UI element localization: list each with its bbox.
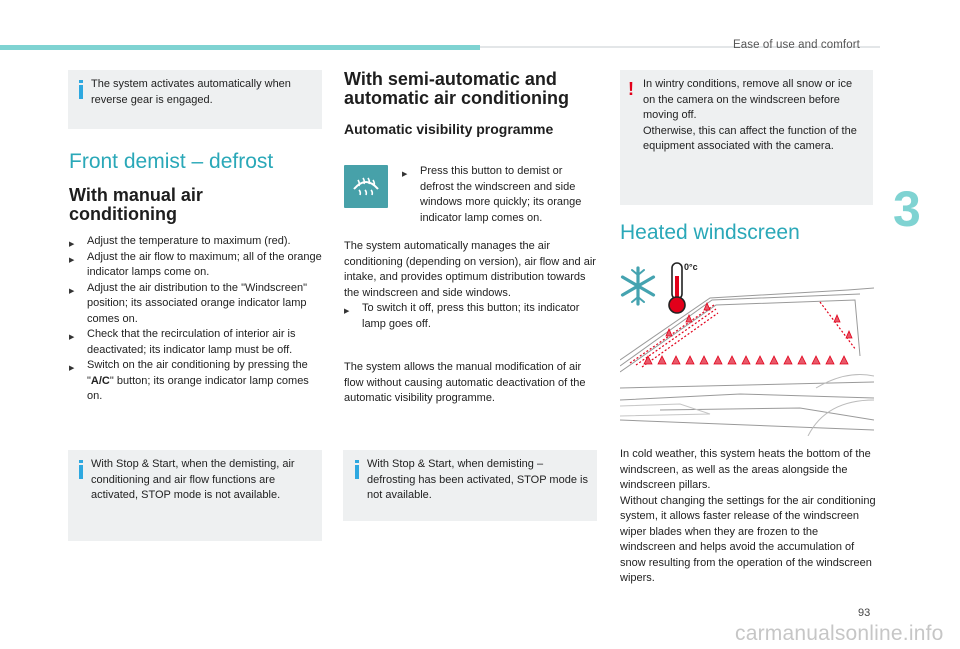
warning-note-text: In wintry conditions, remove all snow or ice on the camera on the windscreen before moving off. Otherwise, this can affect the function of the equipment associated with the camera. [643, 78, 857, 152]
info-icon [79, 80, 83, 99]
page-number: 93 [858, 607, 871, 619]
button-description: ▶ Press this button to demist or defrost the windscreen and side windows more quickly; its orange indicator lamp comes on. [402, 164, 598, 226]
chapter-number: 3 [893, 181, 921, 237]
ac-key-label: A/C [90, 374, 110, 387]
subtitle-visibility-programme: Automatic visibility programme [344, 121, 554, 137]
subtitle-manual-ac: With manual air conditioning [69, 185, 203, 224]
auto-manage-paragraph: The system automatically manages the air conditioning (depending on version), air flow and air intake, and provides optimum distribution towards the windscreen and side windows. ▶ To switch it off, press this button; its indicator lamp goes off. [344, 239, 596, 332]
list-item: ▶ Switch on the air conditioning by pressing the "A/C" button; its orange indicator lamp comes on. [69, 358, 325, 405]
top-accent-bar [0, 45, 480, 50]
section-title-heated-windscreen: Heated windscreen [620, 221, 800, 244]
manual-modification-paragraph: The system allows the manual modification of air flow without causing automatic deactivation of the automatic visibility programme. [344, 361, 586, 404]
list-item: ▶ Adjust the temperature to maximum (red). [69, 234, 325, 250]
info-icon [79, 460, 83, 479]
watermark[interactable]: carmanualsonline.info [735, 622, 944, 645]
info-note-text: The system activates automatically when reverse gear is engaged. [91, 78, 291, 106]
heated-windscreen-illustration [620, 260, 874, 436]
temperature-label: 0°c [684, 262, 698, 272]
list-item: ▶ Check that the recirculation of interior air is deactivated; its indicator lamp must be off. [69, 327, 325, 358]
stop-start-note-text-2: With Stop & Start, when demisting – defrosting has been activated, STOP mode is not available. [367, 458, 588, 501]
manual-steps-list [69, 234, 325, 405]
section-title-auto-ac: With semi-automatic and automatic air conditioning [344, 69, 570, 108]
warning-icon: ! [628, 79, 634, 99]
section-title-front-demist: Front demist – defrost [69, 150, 274, 173]
list-item: ▶ Adjust the air flow to maximum; all of the orange indicator lamps come on. [69, 250, 325, 281]
section-header: Ease of use and comfort [733, 39, 860, 51]
front-defrost-button-icon [344, 165, 388, 208]
snowflake-icon [623, 268, 654, 304]
list-item: ▶ Adjust the air distribution to the "Windscreen" position; its associated orange indicator lamp comes on. [69, 281, 325, 328]
thermometer-icon [669, 263, 685, 313]
list-item: ▶ To switch it off, press this button; its indicator lamp goes off. [344, 301, 596, 332]
heated-windscreen-description: In cold weather, this system heats the bottom of the windscreen, as well as the areas alongside the windscreen pillars. Without changing the settings for the air conditioning system, it allows faster release of the windscreen wiper blades when they are frozen to the windscreen and helps avoid the accumulation of snow resulting from the operation of the windscreen wipers. [620, 448, 876, 584]
info-icon [355, 460, 359, 479]
stop-start-note-text: With Stop & Start, when the demisting, air conditioning and air flow functions are activated, STOP mode is not available. [91, 458, 295, 501]
